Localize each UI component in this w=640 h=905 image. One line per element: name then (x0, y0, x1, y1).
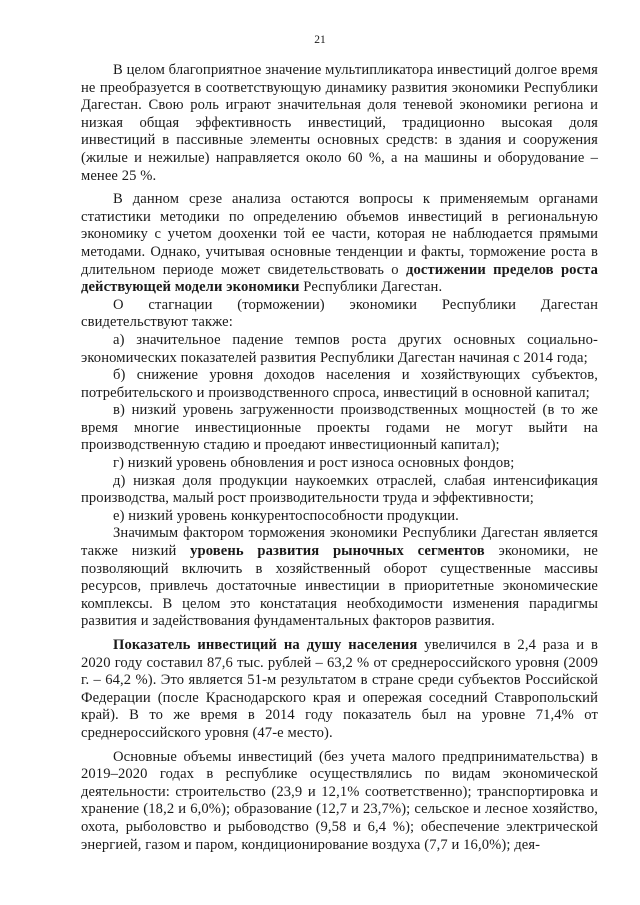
page-number: 21 (314, 34, 326, 46)
paragraph-market-segments (81, 525, 598, 631)
body-text (81, 62, 598, 854)
paragraph-statistics (81, 191, 598, 297)
emphasis-per-capita: Показатель инвестиций на душу населения (113, 637, 418, 653)
paragraph-multiplier: В целом благоприятное значение мультипликатора инвестиций долгое время не преобразуется в соответствующую динамику развития экономики Республики Дагестан. Свою роль играют значительная доля теневой экономики региона и низкая общая эффективность инвестиций, традиционно высокая доля инвестиций в пассивные элементы основных средств: в здания и сооружения (жилые и нежилые) направляется около 60 %, а на машины и оборудование – менее 25 %. (81, 62, 598, 184)
list-item-d: г) низкий уровень обновления и рост износа основных фондов; (113, 455, 515, 472)
paragraph-statistics-tail: Республики Дагестан. (299, 279, 443, 296)
emphasis-market-segments: уровень развития рыночных сегментов (190, 543, 485, 560)
emphasis-growth-limits: достижении пределов роста действующей модели экономики (81, 261, 598, 296)
paragraph-investment-structure: Основные объемы инвестиций (без учета малого предпринимательства) в 2019–2020 годах в республике осуществлялись по видам экономической деятельности: строительство (23,9 и 12,1% соответственно); транспортировка и хранение (18,2 и 6,0%); образование (12,7 и 23,7%); сельское и лесное хозяйство, охота, рыболовство и рыбоводство (9,58 и 6,4 %); обеспечение электрической энергией, газом и паром, кондиционирование воздуха (7,7 и 16,0%); дея- (81, 748, 598, 853)
paragraph-market-segments-tail: экономики, не позволяющий включить в хозяйственный оборот существенные массивы ресурсов, привлечь достаточные инвестиции в приоритетные экономические комплексы. В целом это констатация необходимости изменения парадигмы развития и задействования фундаментальных факторов развития. (81, 543, 598, 630)
list-item-b: б) снижение уровня доходов населения и хозяйствующих субъектов, потребительского и производственного спроса, инвестиций в основной капитал; (81, 367, 598, 401)
list-item-e: д) низкая доля продукции наукоемких отраслей, слабая интенсификация производства, малый рост производительности труда и эффективности; (81, 472, 598, 507)
paragraph-market-segments-text: Значимым фактором торможения экономики Республики Дагестан является также низкий (81, 525, 598, 560)
paragraph-per-capita (81, 637, 598, 743)
paragraph-stagnation-intro: О стагнации (торможении) экономики Республики Дагестан свидетельствуют также: (81, 296, 598, 331)
list-item-c: в) низкий уровень загруженности производственных мощностей (в то же время многие инвестиционные проекты годами не могут выйти на производственную стадию и проедают инвестиционный капитал); (81, 402, 598, 454)
paragraph-per-capita-text: увеличился в 2,4 раза и в 2020 году составил 87,6 тыс. рублей – 63,2 % от среднероссийского уровня (2009 г. – 64,2 %). Это является 51-м результатом в стране среди субъектов Российской Федерации (после Краснодарского края и опережая соседний Ставропольский край). В то же время в 2014 году показатель был на уровне 71,4% от среднероссийского уровня (47-е место). (81, 637, 598, 741)
paragraph-statistics-text: В данном срезе анализа остаются вопросы к применяемым органами статистики методики по определению объемов инвестиций в региональную экономику с учетом доохенки той ее части, которая не наблюдается прямыми методами. Однако, учитывая основные тенденции и факты, торможение роста в длительном периоде может свидетельствовать о (81, 191, 598, 278)
list-item-a: а) значительное падение темпов роста других основных социально-экономических показателей развития Республики Дагестан начиная с 2014 года; (81, 331, 598, 366)
list-item-f: е) низкий уровень конкурентоспособности продукции. (113, 507, 459, 524)
